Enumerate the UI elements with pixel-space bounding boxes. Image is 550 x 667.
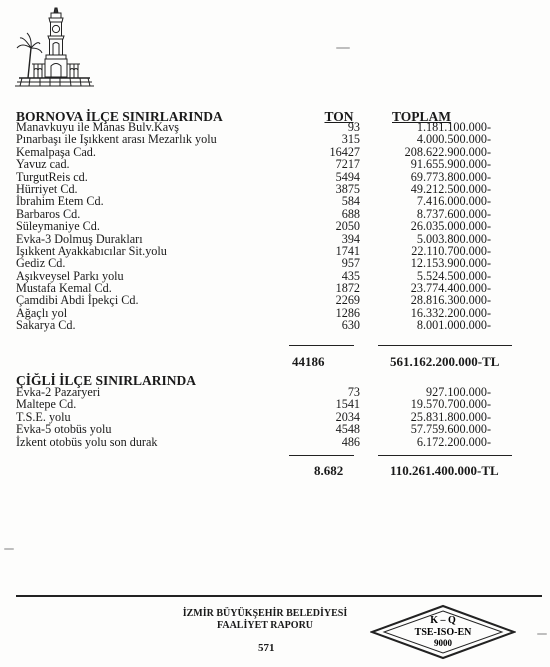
street-name: Manavkuyu ile Manas Bulv.Kavş <box>16 120 180 134</box>
izmir-clock-tower-icon <box>14 4 94 90</box>
table-row <box>0 220 550 232</box>
badge-line-1: K – Q <box>430 615 456 626</box>
sum-rule-toplam <box>378 345 512 346</box>
ton-value: 4548 <box>335 422 360 437</box>
ton-value: 1741 <box>335 243 360 258</box>
total-value: 12.153.900.000- <box>410 256 491 271</box>
total-value: 49.212.500.000- <box>410 181 491 196</box>
total-value: 5.524.500.000- <box>416 268 491 283</box>
ton-value: 435 <box>341 268 360 283</box>
sum-rule-ton <box>289 455 354 456</box>
scan-mark <box>4 548 14 550</box>
total-value: 7.416.000.000- <box>416 194 491 209</box>
ton-value: 2034 <box>335 409 360 424</box>
bornova-sum-total: 561.162.200.000-TL <box>390 354 500 369</box>
table-row <box>0 294 550 306</box>
street-name: Kemalpaşa Cad. <box>16 144 96 159</box>
ton-value: 688 <box>341 206 360 221</box>
ton-value: 2269 <box>335 293 360 308</box>
table-row <box>0 195 550 207</box>
ton-value: 3875 <box>335 181 360 196</box>
street-name: Evka-3 Dolmuş Durakları <box>16 231 143 246</box>
table-row <box>0 436 550 448</box>
ton-value: 584 <box>341 194 360 209</box>
street-name: İbrahim Etem Cd. <box>16 194 104 209</box>
ton-value: 2050 <box>335 219 360 234</box>
ton-value: 73 <box>347 385 360 399</box>
total-value: 1.181.100.000- <box>416 120 491 134</box>
quality-certification-icon <box>370 604 516 660</box>
ton-value: 1541 <box>335 397 360 412</box>
footer-report: FAALİYET RAPORU <box>216 620 314 631</box>
street-name: Hürriyet Cd. <box>16 181 78 196</box>
page-number: 571 <box>258 642 275 654</box>
total-value: 8.737.600.000- <box>416 206 491 221</box>
street-name: Mustafa Kemal Cd. <box>16 281 112 296</box>
street-name: Barbaros Cd. <box>16 206 81 221</box>
cigli-table <box>0 386 550 448</box>
column-header-ton: TON <box>324 109 354 124</box>
scan-mark <box>336 47 350 49</box>
street-name: Sakarya Cd. <box>16 318 76 333</box>
street-name: Çamdibi Abdi İpekçi Cd. <box>16 293 139 308</box>
ton-value: 93 <box>347 120 360 134</box>
ton-value: 957 <box>341 256 360 271</box>
badge-line-3: 9000 <box>434 638 452 648</box>
street-name: Süleymaniye Cd. <box>16 219 100 234</box>
table-row <box>0 158 550 170</box>
street-name: Gediz Cd. <box>16 256 66 271</box>
street-name: Pınarbaşı ile Işıkkent arası Mezarlık yolu <box>16 132 217 147</box>
cigli-sum-ton: 8.682 <box>314 463 344 478</box>
total-value: 5.003.800.000- <box>416 231 491 246</box>
total-value: 16.332.200.000- <box>410 305 491 320</box>
street-name: Yavuz cad. <box>16 157 70 172</box>
ton-value: 1872 <box>335 281 360 296</box>
ton-value: 394 <box>341 231 360 246</box>
total-value: 69.773.800.000- <box>410 169 491 184</box>
total-value: 8.001.000.000- <box>416 318 491 333</box>
street-name: TurgutReis cd. <box>16 169 88 184</box>
street-name: T.S.E. yolu <box>16 409 71 424</box>
ton-value: 630 <box>341 318 360 333</box>
street-name: Aşıkveysel Parkı yolu <box>16 268 124 283</box>
total-value: 6.172.200.000- <box>416 434 491 449</box>
street-name: Evka-5 otobüs yolu <box>16 422 112 437</box>
ton-value: 315 <box>341 132 360 147</box>
table-row <box>0 133 550 145</box>
total-value: 4.000.500.000- <box>416 132 491 147</box>
total-value: 25.831.800.000- <box>410 409 491 424</box>
ton-value: 16427 <box>329 144 360 159</box>
ton-value: 486 <box>341 434 360 449</box>
table-row <box>0 423 550 435</box>
total-value: 208.622.900.000- <box>404 144 491 159</box>
street-name: Maltepe Cd. <box>16 397 77 412</box>
total-value: 19.570.700.000- <box>410 397 491 412</box>
street-name: Ağaçlı yol <box>16 305 68 320</box>
total-value: 91.655.900.000- <box>410 157 491 172</box>
cigli-sum-total: 110.261.400.000-TL <box>390 463 499 478</box>
total-value: 927.100.000- <box>426 385 491 399</box>
section-title-cigli: ÇİĞLİ İLÇE SINIRLARINDA <box>16 373 197 388</box>
street-name: İzkent otobüs yolu son durak <box>16 434 158 449</box>
footer-rule <box>16 595 542 597</box>
column-header-toplam: TOPLAM <box>392 109 452 124</box>
footer-title <box>175 608 355 632</box>
section-title-bornova: BORNOVA İLÇE SINIRLARINDA <box>16 109 223 124</box>
badge-line-2: TSE-ISO-EN <box>414 627 472 638</box>
footer-org: İZMİR BÜYÜKŞEHİR BELEDİYESİ <box>182 608 348 619</box>
ton-value: 7217 <box>335 157 360 172</box>
total-value: 26.035.000.000- <box>410 219 491 234</box>
bornova-sum-ton: 44186 <box>292 354 325 369</box>
total-value: 22.110.700.000- <box>411 243 491 258</box>
sum-rule-toplam <box>378 455 512 456</box>
table-row <box>0 398 550 410</box>
bornova-table <box>0 121 550 332</box>
sum-rule-ton <box>289 345 354 346</box>
total-value: 57.759.600.000- <box>410 422 491 437</box>
total-value: 28.816.300.000- <box>410 293 491 308</box>
table-row <box>0 257 550 269</box>
total-value: 23.774.400.000- <box>410 281 491 296</box>
street-name: Evka-2 Pazaryeri <box>16 385 101 399</box>
street-name: Işıkkent Ayakkabıcılar Sit.yolu <box>16 243 167 258</box>
ton-value: 5494 <box>335 169 360 184</box>
ton-value: 1286 <box>335 305 360 320</box>
scan-mark <box>537 633 547 635</box>
table-row <box>0 319 550 331</box>
